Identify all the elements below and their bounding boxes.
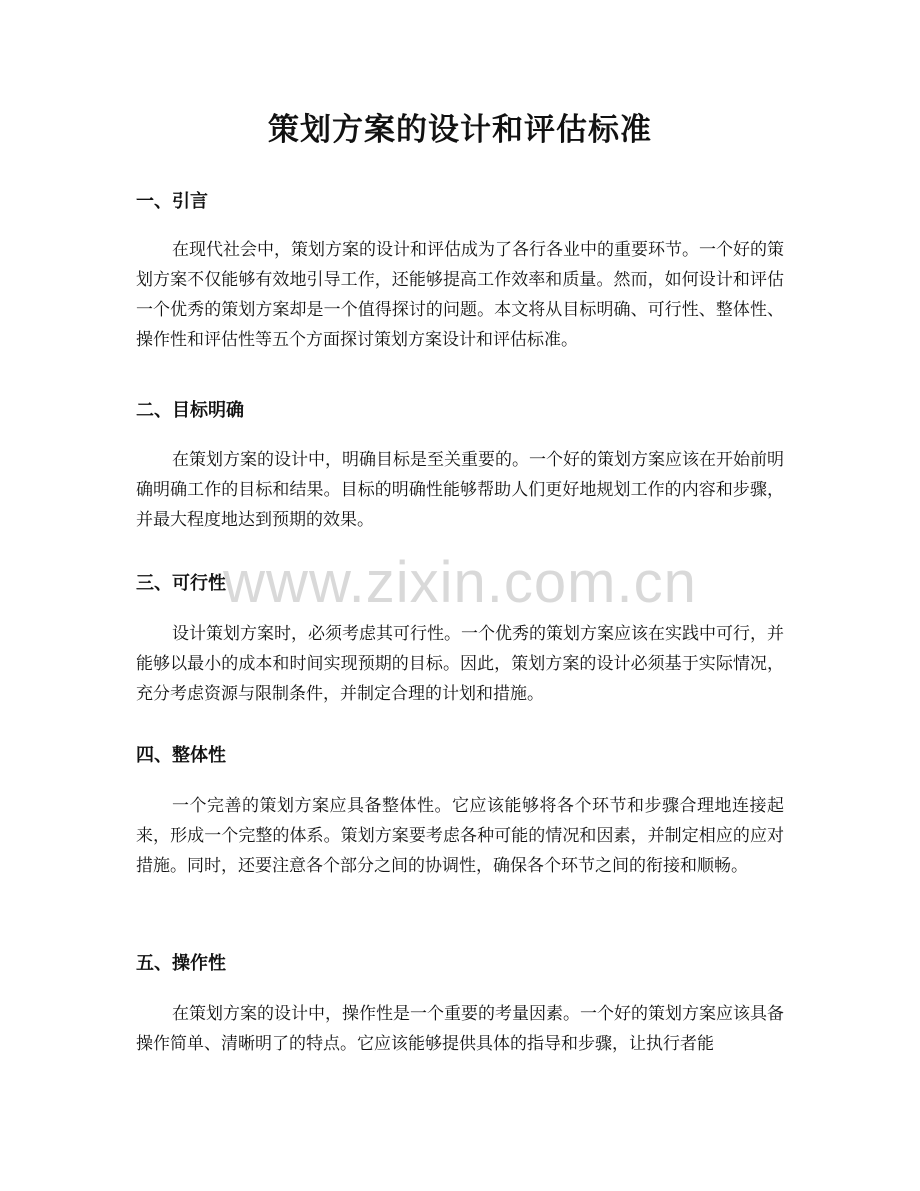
document-title: 策划方案的设计和评估标准 bbox=[268, 112, 652, 148]
section-heading-integrity: 四、整体性 bbox=[136, 745, 226, 766]
section-paragraph-operability: 在策划方案的设计中，操作性是一个重要的考量因素。一个好的策划方案应该具备操作简单、清晰明了的特点。它应该能够提供具体的指导和步骤，让执行者能 bbox=[136, 1004, 784, 1054]
section-paragraph-integrity: 一个完善的策划方案应具备整体性。它应该能够将各个环节和步骤合理地连接起来，形成一个完整的体系。策划方案要考虑各种可能的情况和因素，并制定相应的应对措施。同时，还要注意各个部分之间的协调性，确保各个环节之间的衔接和顺畅。 bbox=[136, 796, 784, 876]
section-paragraph-introduction: 在现代社会中，策划方案的设计和评估成为了各行各业中的重要环节。一个好的策划方案不仅能够有效地引导工作，还能够提高工作效率和质量。然而，如何设计和评估一个优秀的策划方案却是一个值得探讨的问题。本文将从目标明确、可行性、整体性、操作性和评估性等五个方面探讨策划方案设计和评估标准。 bbox=[136, 240, 784, 350]
section-heading-introduction: 一、引言 bbox=[136, 191, 208, 212]
section-heading-feasibility: 三、可行性 bbox=[136, 573, 226, 594]
section-heading-operability: 五、操作性 bbox=[136, 953, 226, 974]
section-paragraph-feasibility: 设计策划方案时，必须考虑其可行性。一个优秀的策划方案应该在实践中可行，并能够以最小的成本和时间实现预期的目标。因此，策划方案的设计必须基于实际情况，充分考虑资源与限制条件，并制定合理的计划和措施。 bbox=[136, 624, 784, 704]
section-heading-clear-goals: 二、目标明确 bbox=[136, 400, 244, 421]
watermark-text: www.zixin.com.cn bbox=[223, 550, 697, 615]
section-paragraph-clear-goals: 在策划方案的设计中，明确目标是至关重要的。一个好的策划方案应该在开始前明确明确工作的目标和结果。目标的明确性能够帮助人们更好地规划工作的内容和步骤，并最大程度地达到预期的效果。 bbox=[136, 450, 784, 530]
